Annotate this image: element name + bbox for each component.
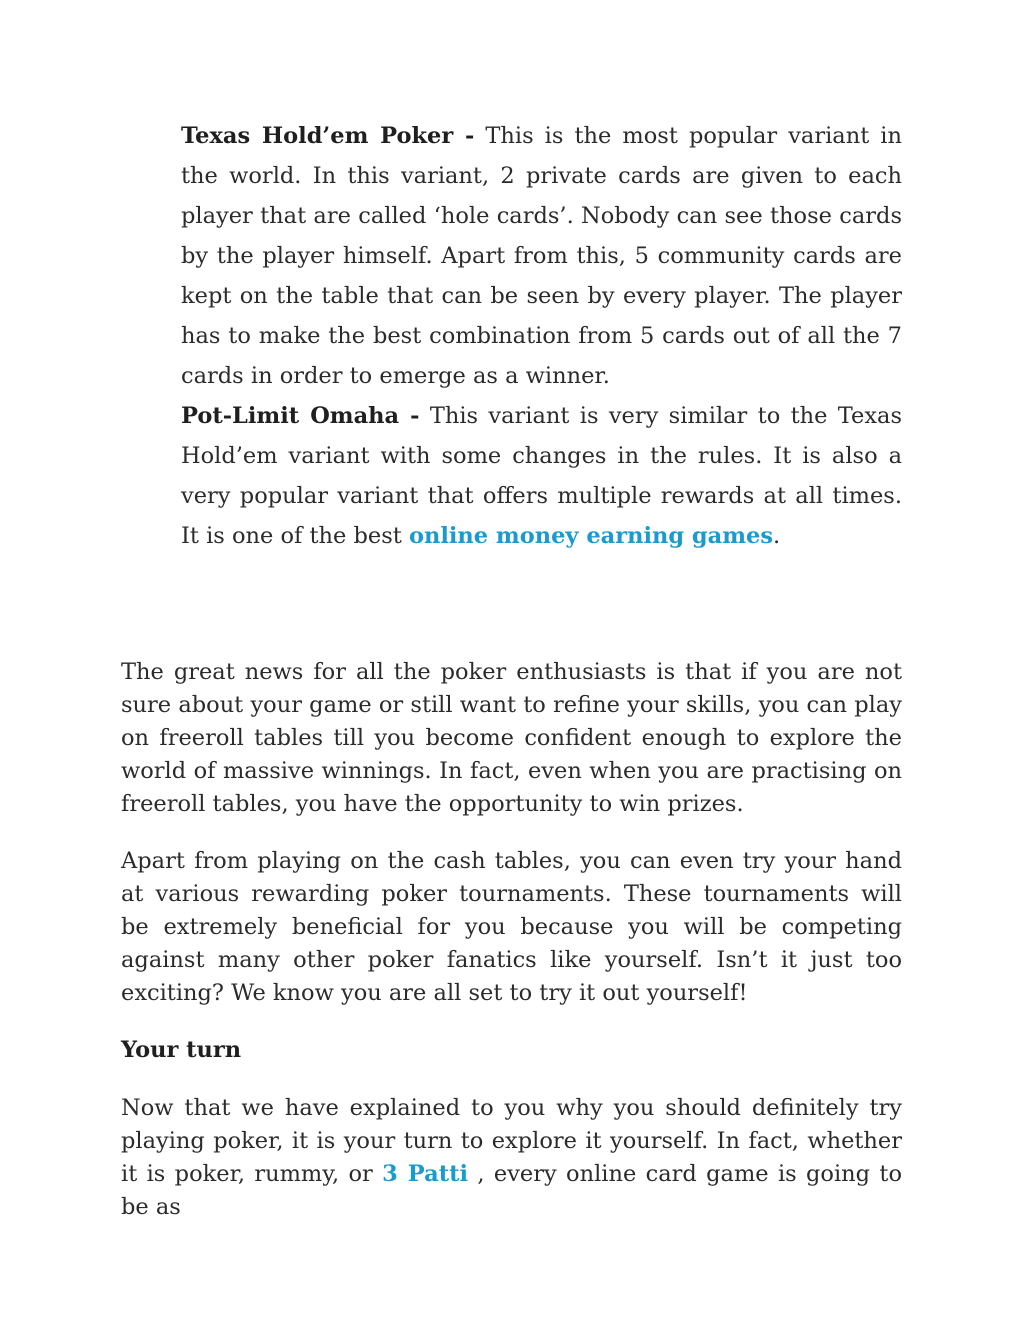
section-your-turn <box>121 1034 902 1067</box>
paragraph-freeroll <box>121 656 902 821</box>
paragraph-your-turn <box>121 1092 902 1224</box>
paragraph-text <box>121 1092 902 1224</box>
variant-name: Pot-Limit Omaha - <box>181 403 420 429</box>
variant-description-end: . <box>773 523 781 549</box>
paragraph-tournaments <box>121 845 902 1010</box>
paragraph-text-start: Now that we have explained to you why you should definitely try playing poker, it is your turn to explore it yourself. In fact, whether it is poker, rummy, or <box>121 1095 902 1187</box>
online-money-earning-games-link[interactable]: online money earning games <box>408 523 774 549</box>
variant-description: This variant is very similar to the Texas Hold’em variant with some changes in the rules. It is also a very popular variant that offers multiple rewards at all times. It is one of the best <box>181 403 902 549</box>
variant-pot-limit-omaha <box>181 396 902 556</box>
section-heading: Your turn <box>121 1037 242 1063</box>
poker-variants-list <box>181 116 902 556</box>
variant-texas-holdem <box>181 116 902 396</box>
variant-name: Texas Hold’em Poker - <box>181 123 475 149</box>
paragraph-text: Apart from playing on the cash tables, you can even try your hand at various rewarding poker tournaments. These tournaments will be extremely beneficial for you because you will be competing against many other poker fanatics like yourself. Isn’t it just too exciting? We know you are all set to try it out yourself! <box>121 848 902 1006</box>
3-patti-link[interactable]: 3 Patti <box>382 1161 469 1187</box>
variant-description: This is the most popular variant in the world. In this variant, 2 private cards are given to each player that are called ‘hole cards’. Nobody can see those cards by the player himself. Apart from this, 5 community cards are kept on the table that can be seen by every player. The player has to make the best combination from 5 cards out of all the 7 cards in order to emerge as a winner. <box>181 123 902 389</box>
paragraph-text: The great news for all the poker enthusiasts is that if you are not sure about your game or still want to refine your skills, you can play on freeroll tables till you become confident enough to explore the world of massive winnings. In fact, even when you are practising on freeroll tables, you have the opportunity to win prizes. <box>121 659 902 817</box>
paragraph-text-end: , every online card game is going to be as <box>121 1161 902 1220</box>
